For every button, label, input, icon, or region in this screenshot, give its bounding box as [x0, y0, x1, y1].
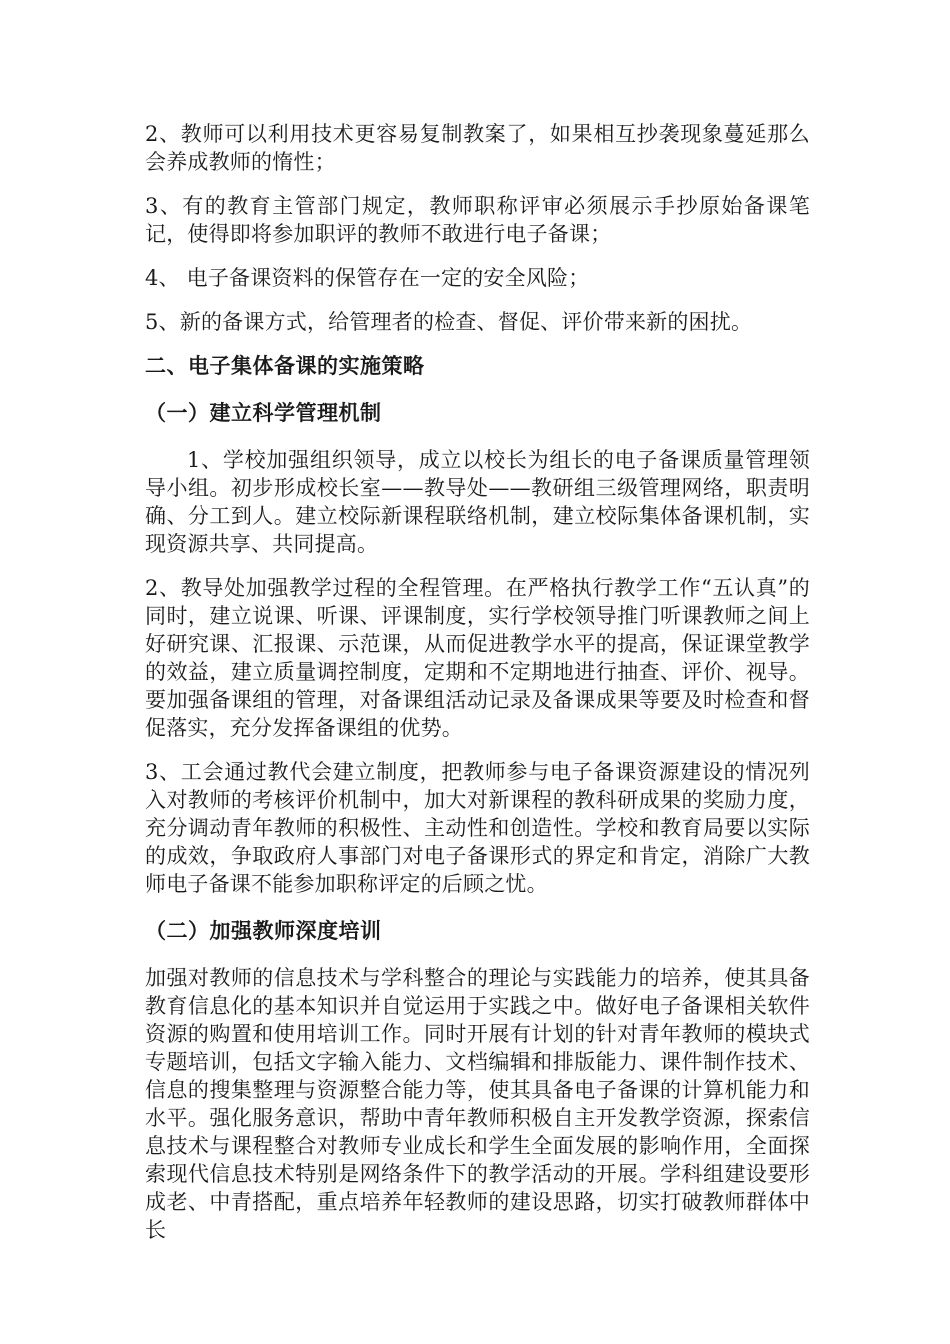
paragraph-3: 3、工会通过教代会建立制度，把教师参与电子备课资源建设的情况列入对教师的考核评价机制中，加大对新课程的教科研成果的奖励力度，充分调动青年教师的积极性、主动性和创造性。学校和教育局要以实际的成效，争取政府人事部门对电子备课形式的界定和肯定，消除广大教师电子备课不能参加职称评定的后顾之忧。: [145, 760, 810, 896]
subsection-heading-1: （一）建立科学管理机制: [145, 401, 382, 425]
section-heading: 二、电子集体备课的实施策略: [145, 354, 425, 378]
list-item-4: 4、 电子备课资料的保管存在一定的安全风险；: [145, 266, 590, 290]
subsection-heading-2: （二）加强教师深度培训: [145, 919, 382, 943]
paragraph-1: 1、学校加强组织领导，成立以校长为组长的电子备课质量管理领导小组。初步形成校长室——教导处——教研组三级管理网络，职责明确、分工到人。建立校际新课程联络机制，建立校际集体备课机制，实现资源共享、共同提高。: [145, 448, 810, 556]
document-page: [145, 120, 810, 1244]
paragraph-4: 加强对教师的信息技术与学科整合的理论与实践能力的培养，使其具备教育信息化的基本知识并自觉运用于实践之中。做好电子备课相关软件资源的购置和使用培训工作。同时开展有计划的针对青年教师的模块式专题培训，包括文字输入能力、文档编辑和排版能力、课件制作技术、信息的搜集整理与资源整合能力等，使其具备电子备课的计算机能力和水平。强化服务意识，帮助中青年教师积极自主开发教学资源，探索信息技术与课程整合对教师专业成长和学生全面发展的影响作用，全面探索现代信息技术特别是网络条件下的教学活动的开展。学科组建设要形成老、中青搭配，重点培养年轻教师的建设思路，切实打破教师群体中长: [145, 966, 810, 1242]
list-item-5: 5、新的备课方式，给管理者的检查、督促、评价带来新的困扰。: [145, 310, 753, 334]
list-item-3: 3、有的教育主管部门规定，教师职称评审必须展示手抄原始备课笔记，使得即将参加职评的教师不敢进行电子备课；: [145, 194, 810, 246]
paragraph-2: 2、教导处加强教学过程的全程管理。在严格执行教学工作“五认真”的同时，建立说课、听课、评课制度，实行学校领导推门听课教师之间上好研究课、汇报课、示范课，从而促进教学水平的提高，保证课堂教学的效益，建立质量调控制度，定期和不定期地进行抽查、评价、视导。要加强备课组的管理，对备课组活动记录及备课成果等要及时检查和督促落实，充分发挥备课组的优势。: [145, 576, 810, 740]
list-item-2: 2、教师可以利用技术更容易复制教案了，如果相互抄袭现象蔓延那么会养成教师的惰性；: [145, 122, 810, 174]
